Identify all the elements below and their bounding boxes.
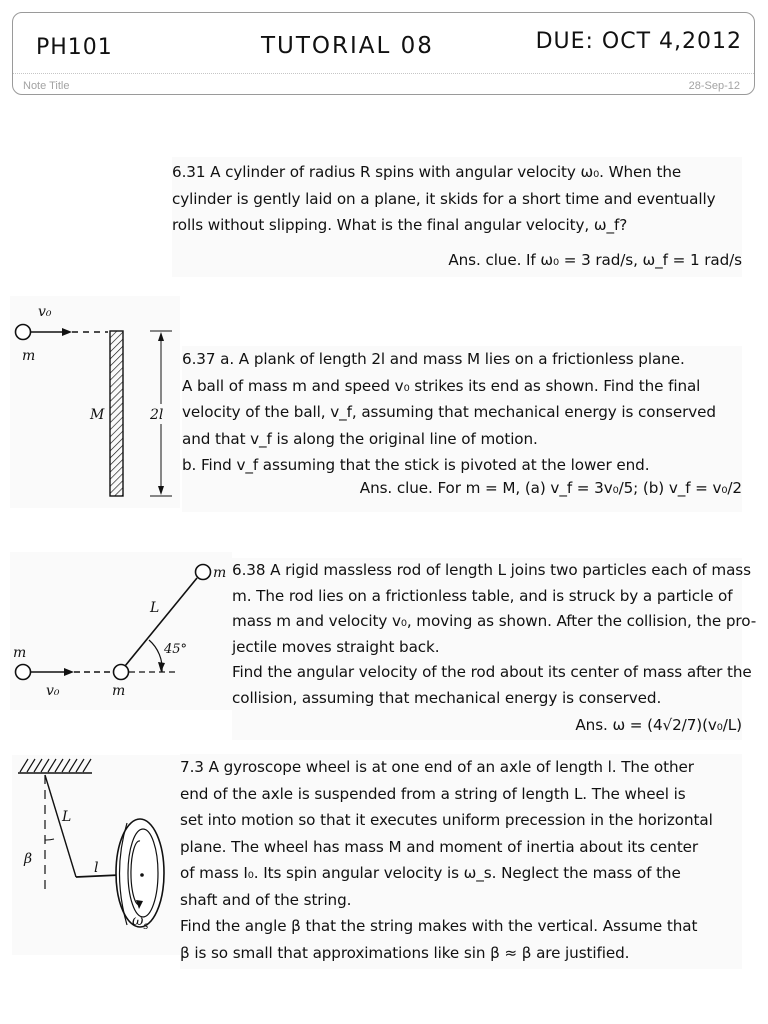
problem-6-31: [172, 157, 742, 277]
label-l: l: [94, 860, 99, 876]
label-omega: ω: [132, 913, 144, 929]
label-m-bottom: m: [112, 683, 126, 699]
plank: [110, 331, 123, 496]
figure-7-3: [12, 755, 182, 955]
label-v0: v₀: [38, 304, 52, 320]
problem-text-line: Find the angle β that the string makes with the vertical. Assume that: [180, 917, 698, 935]
label-m-left: m: [13, 645, 27, 661]
arrow-head: [64, 668, 74, 676]
header-divider: [13, 73, 754, 74]
problem-text-line: collision, assuming that mechanical energy is conserved.: [232, 688, 662, 707]
problem-text-line: end of the axle is suspended from a string of length L. The wheel is: [180, 784, 686, 803]
problem-text-line: A ball of mass m and speed v₀ strikes its end as shown. Find the final: [182, 376, 701, 395]
label-angle: 45°: [164, 642, 188, 657]
problem-text-line: 6.37 a. A plank of length 2l and mass M lies on a frictionless plane.: [182, 350, 685, 368]
label-omega-subscript: s: [143, 921, 149, 932]
label-m: m: [22, 348, 36, 364]
problem-text-line: 6.31 A cylinder of radius R spins with angular velocity ω₀. When the: [172, 163, 682, 181]
due-date: DUE: OCT 4,2012: [535, 29, 742, 54]
problem-text-line: rolls without slipping. What is the final angular velocity, ω_f?: [172, 216, 628, 234]
arrow-head: [62, 328, 72, 336]
note-title-label: Note Title: [23, 80, 70, 92]
angle-arrow: [158, 662, 165, 672]
answer-clue: Ans. clue. If ω₀ = 3 rad/s, ω_f = 1 rad/s: [448, 250, 742, 269]
problem-text-line: mass m and velocity v₀, moving as shown. After the collision, the pro-: [232, 612, 757, 630]
gyroscope-diagram: [12, 755, 182, 955]
problem-text-line: plane. The wheel has mass M and moment of inertia about its center: [180, 837, 699, 856]
problem-6-37: [182, 346, 742, 512]
course-code: PH101: [36, 35, 113, 60]
ceiling-hatch: [20, 759, 91, 772]
bottom-particle: [114, 665, 129, 680]
note-date: 28-Sep-12: [688, 80, 740, 92]
label-beta: β: [24, 851, 33, 867]
problem-text-line: 7.3 A gyroscope wheel is at one end of an axle of length l. The other: [180, 758, 694, 776]
problem-text-line: 6.38 A rigid massless rod of length L joins two particles each of mass: [232, 561, 751, 579]
note-header: [12, 12, 755, 95]
label-2l: 2l: [150, 407, 164, 423]
top-particle: [196, 565, 211, 580]
projectile: [16, 665, 31, 680]
problem-text-line: cylinder is gently laid on a plane, it skids for a short time and eventually: [172, 189, 716, 208]
problem-text-line: m. The rod lies on a frictionless table, and is struck by a particle of: [232, 586, 733, 605]
problem-6-38: [232, 558, 757, 740]
figure-6-38: [10, 552, 232, 710]
problem-text-line: b. Find v_f assuming that the stick is pivoted at the lower end.: [182, 456, 650, 474]
problem-7-3: [180, 754, 742, 969]
wheel-hub: [140, 873, 144, 877]
label-v0: v₀: [46, 683, 60, 699]
beta-arc: [45, 839, 54, 840]
plank-diagram: [10, 296, 180, 508]
figure-6-37: [10, 296, 180, 508]
problem-text-line: jectile moves straight back.: [232, 637, 440, 656]
problem-text-line: shaft and of the string.: [180, 890, 352, 909]
label-L: L: [62, 809, 72, 825]
answer-clue: Ans. ω = (4√2/7)(v₀/L): [575, 716, 742, 734]
rod-diagram: [10, 552, 232, 710]
ball-circle: [16, 325, 31, 340]
problem-text-line: set into motion so that it executes uniform precession in the horizontal: [180, 811, 713, 829]
label-M: M: [90, 407, 105, 423]
problem-text-line: of mass I₀. Its spin angular velocity is ω_s. Neglect the mass of the: [180, 864, 681, 882]
dimension-arrow: [158, 486, 164, 495]
label-m-top: m: [213, 565, 227, 581]
label-L: L: [150, 600, 160, 616]
problem-text-line: and that v_f is along the original line of motion.: [182, 429, 538, 448]
problem-text-line: velocity of the ball, v_f, assuming that mechanical energy is conserved: [182, 403, 716, 421]
problem-text-line: β is so small that approximations like sin β ≈ β are justified.: [180, 943, 630, 962]
answer-clue: Ans. clue. For m = M, (a) v_f = 3v₀/5; (b) v_f = v₀/2: [359, 478, 742, 497]
string: [45, 775, 76, 877]
dimension-arrow: [158, 332, 164, 341]
page-title: TUTORIAL 08: [261, 33, 434, 59]
problem-text-line: Find the angular velocity of the rod about its center of mass after the: [232, 663, 752, 681]
